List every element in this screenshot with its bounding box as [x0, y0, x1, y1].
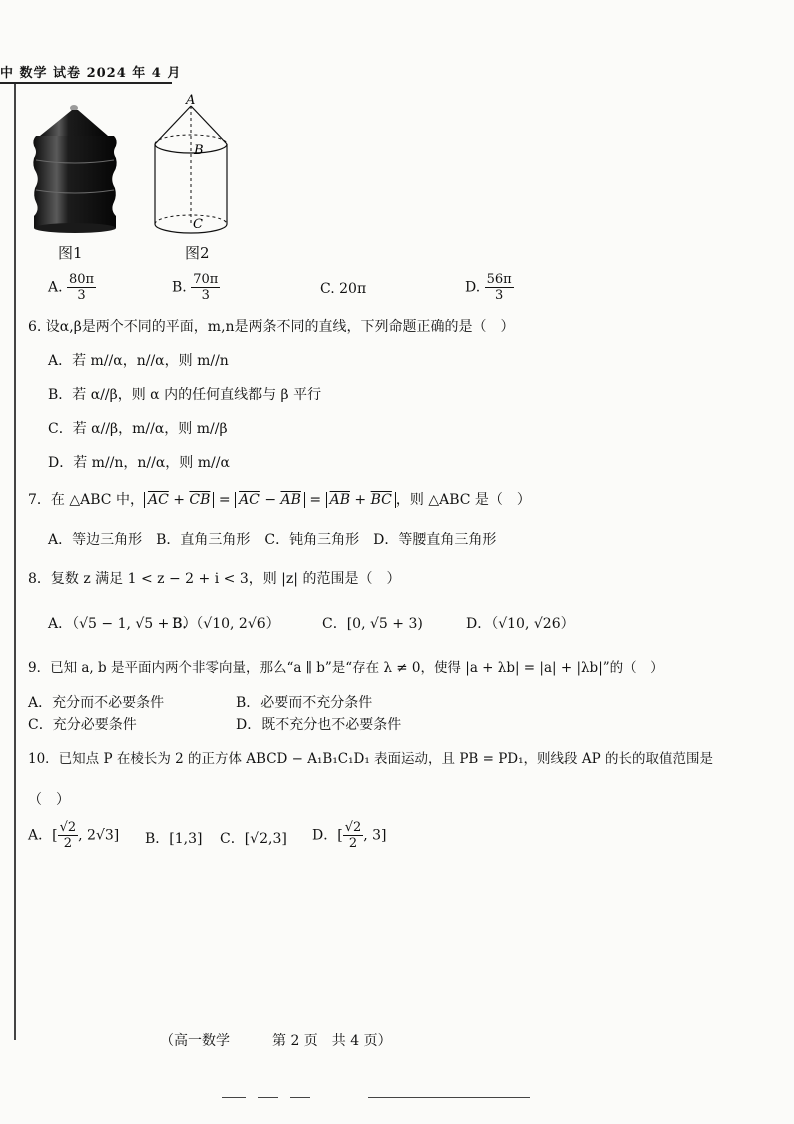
bottom-line — [368, 1097, 530, 1098]
q8-stem: 8．复数 z 满足 1 < z − 2 + i < 3，则 |z| 的范围是（ ） — [28, 571, 401, 587]
figure-2-caption: 图2 — [185, 244, 210, 262]
q6-option-c: C．若 α//β，m//α，则 m//β — [48, 421, 228, 437]
bottom-mark — [222, 1097, 246, 1098]
q9-option-d: D．既不充分也不必要条件 — [236, 717, 402, 733]
label-c: C — [193, 217, 203, 232]
q10-option-a: A．[ $\frac{√2}{2}$ , 2√3] — [28, 820, 120, 851]
q6-option-a: A．若 m//α，n//α，则 m//n — [48, 353, 229, 369]
q5-option-a: A. $\frac{80\pi}{3}$ — [48, 272, 95, 303]
bottom-mark — [258, 1097, 278, 1098]
q10-option-c: C．[√2,3] — [220, 831, 287, 847]
q8-option-b: B．（√10, 2√6） — [172, 616, 280, 632]
figure-1-caption: 图1 — [58, 244, 83, 262]
q5-option-c: C. 20π — [320, 281, 367, 297]
q9-stem: 9．已知 a, b 是平面内两个非零向量，那么“a ∥ b”是“存在 λ ≠ 0，使得 |a + λb| = |a| + |λb|”的（ ） — [28, 660, 664, 676]
figure-1-photo — [28, 100, 124, 236]
q7-stem: 7．在 △ABC 中， $\overline{AC} + \overline{CB} = \overline{AC} - \overline{AB} = \overline{AB} + \overline{BC}$ ，则 △ABC 是（ ） — [28, 492, 531, 508]
page-header: 中 数学 试卷 2024 年 4 月 — [0, 66, 182, 81]
q8-option-d: D．（√10, √26） — [466, 616, 575, 632]
q9-option-c: C．充分必要条件 — [28, 717, 137, 733]
q6-option-d: D．若 m//n，n//α，则 m//α — [48, 455, 230, 471]
figure-2-diagram — [145, 92, 245, 240]
page-footer: （高一数学 第 2 页 共 4 页） — [160, 1033, 392, 1049]
q10-stem: 10．已知点 P 在棱长为 2 的正方体 ABCD − A₁B₁C₁D₁ 表面运动，且 PB = PD₁，则线段 AP 的长的取值范围是 — [28, 751, 713, 767]
label-b: B — [194, 143, 204, 158]
q8-option-c: C．[0, √5 + 3) — [322, 616, 423, 632]
q8-option-a: A．（√5 − 1, √5 + 3） — [48, 616, 197, 632]
header-rule — [0, 82, 172, 84]
q10-option-d: D．[ $\frac{√2}{2}$ , 3] — [312, 820, 387, 851]
q7-options: A．等边三角形 B．直角三角形 C．钝角三角形 D．等腰直角三角形 — [48, 532, 497, 548]
q6-option-b: B．若 α//β，则 α 内的任何直线都与 β 平行 — [48, 387, 322, 403]
q6-stem: 6. 设α,β是两个不同的平面，m,n是两条不同的直线，下列命题正确的是（ ） — [28, 319, 515, 335]
q5-option-b: B. $\frac{70\pi}{3}$ — [172, 272, 219, 303]
q9-option-b: B．必要而不充分条件 — [236, 695, 373, 711]
q10-paren: （ ） — [28, 792, 70, 808]
bottom-mark — [290, 1097, 310, 1098]
q9-option-a: A．充分而不必要条件 — [28, 695, 165, 711]
label-a: A — [186, 93, 196, 108]
binding-margin-line — [14, 84, 16, 1040]
q10-option-b: B．[1,3] — [145, 831, 203, 847]
q5-option-d: D. $\frac{56\pi}{3}$ — [465, 272, 512, 303]
